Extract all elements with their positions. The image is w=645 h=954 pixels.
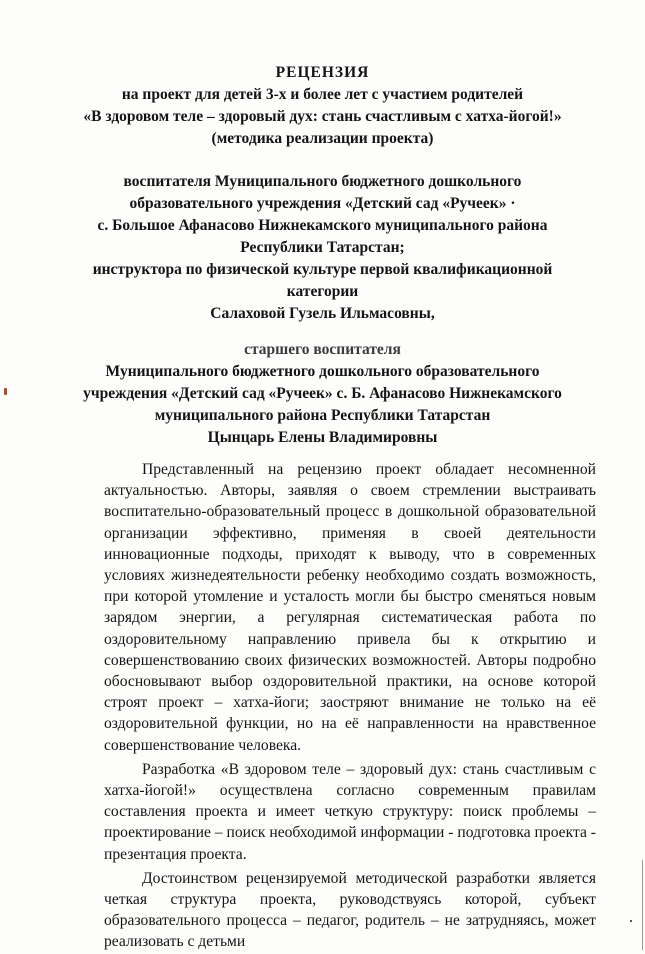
review-body: [104, 459, 596, 953]
body-paragraph: Достоинством рецензируемой методической разработки является четкая структура проекта, руководствуясь которой, субъект образовательного процесса – педагог, родитель – не затрудняясь, может реализовать с детьми: [104, 869, 596, 951]
author-name: Салаховой Гузель Ильмасовны,: [210, 305, 435, 322]
author-line: старшего воспитателя: [244, 341, 401, 358]
author-line: инструктора по физической культуре первой квалификационной: [92, 261, 553, 278]
review-header: [0, 62, 645, 150]
review-title: РЕЦЕНЗИЯ: [275, 64, 370, 81]
author-line: с. Большое Афанасово Нижнекамского муниципального района: [97, 217, 548, 234]
scan-page-edge: [642, 860, 643, 950]
scan-speck: [630, 920, 632, 922]
author-line: категории: [286, 283, 359, 300]
author-line: муниципального района Республики Татарстан: [154, 407, 491, 424]
author-line: Муниципального бюджетного дошкольного образовательного: [105, 363, 540, 380]
author-line: Республики Татарстан;: [240, 239, 405, 256]
header-line: (методика реализации проекта): [211, 130, 434, 147]
author-two-block: [0, 339, 645, 449]
project-name-line: «В здоровом теле – здоровый дух: стань счастливым с хатха-йогой!»: [83, 108, 562, 125]
author-one-block: [0, 171, 645, 325]
author-line: образовательного учреждения «Детский сад «Ручеек» ·: [129, 195, 516, 212]
author-name: Цынцарь Елены Владимировны: [207, 429, 438, 446]
author-line: воспитателя Муниципального бюджетного дошкольного: [123, 173, 522, 190]
header-line: на проект для детей 3-х и более лет с участием родителей: [121, 86, 524, 103]
body-paragraph: Разработка «В здоровом теле – здоровый дух: стань счастливым с хатха-йогой!» осуществлена согласно современным правилам составления проекта и имеет четкую структуру: поиск проблемы – проектирование – поиск необходимой информации - подготовка проекта - презентация проекта.: [104, 760, 596, 863]
body-paragraph: Представленный на рецензию проект обладает несомненной актуальностью. Авторы, заявляя о своем стремлении выстраивать воспитательно-образовательный процесс в дошкольной образовательной организации эффективно, применяя в своей деятельности инновационные подходы, приходят к выводу, что в современных условиях жизнедеятельности ребенку необходимо создать возможность, при которой утомление и усталость могли бы быстро сменяться новым зарядом энергии, а регулярная систематическая работа по оздоровительному направлению привела бы к открытию и совершенствованию своих физических возможностей. Авторы подробно обосновывают выбор оздоровительной практики, на основе которой строят проект – хатха-йоги; заостряют внимание не только на её оздоровительной функции, но на её направленности на нравственное совершенствование человека.: [104, 461, 596, 754]
author-line: учреждения «Детский сад «Ручеек» с. Б. Афанасово Нижнекамского: [83, 385, 562, 402]
scan-edge-mark: [4, 388, 7, 395]
